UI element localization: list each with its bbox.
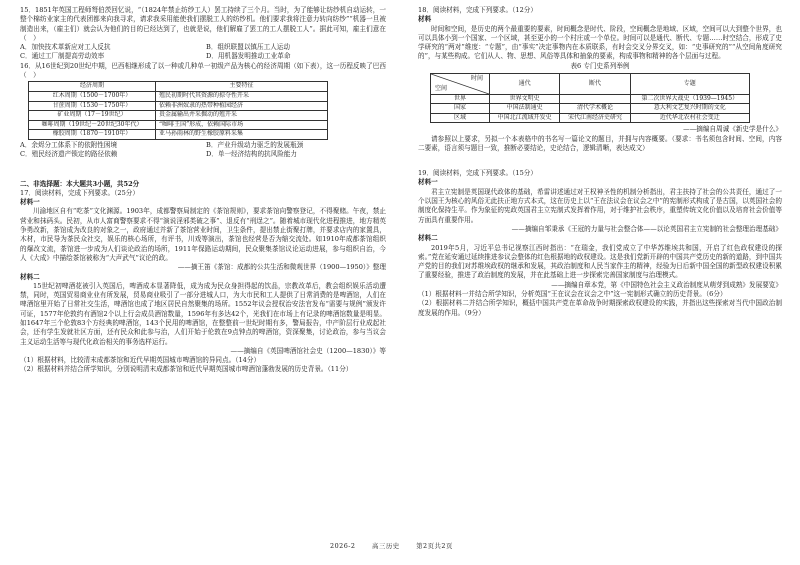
question-17-stem: 17．阅读材料，完成下列要求。（25分） [20,188,139,197]
option-a[interactable]: A．加快技术革新应对工人反抗 [20,43,111,52]
material-1-label: 材料一 [20,198,40,207]
table-row [29,130,328,140]
option-c[interactable]: C．殖民经济遗产锁定的路径依赖 [20,150,118,159]
question-18-stem: 18．阅读材料，完成下列要求。（12分） [418,6,537,14]
table-cell: “咖啡王国”形成，依赖国际市场 [156,120,328,130]
table-cell: 甘蔗周期（1530－1750年） [29,101,156,111]
question-18-source: ——摘编自周诚《新史学是什么》 [683,125,782,134]
material-2-text: 15世纪初啤酒花被引入英国后，啤酒成本显著降低，成为成为民众身担得起的饮品，宗教改革后，教会组织娱乐活动遭禁，同时，英国贸易商业业有所发展，贸易商业吸引了一部分进城人口，为大市民和工人提供了日常消费的是啤酒馆，人们在啤酒馆里开始了日常社交生活，啤酒馆也成了地区居民自然聚集的场所。1552年议会授权治安法官发布“需要与规例”颁发许可证，1577年伦敦约有酒馆2个以上行会成员酒馆数量，1596年有多达42个，光我们在市场上有记录的啤酒馆数量是明显。如1647年三个伦敦83个方经典的啤酒馆，143个民用的啤酒馆，在整整前一世纪时期有多，警局报告，中产阶层行业成起社会，还有学生发就社区方面，还有民众和此参与治，人们开始于伦敦在9点钟点的啤酒馆，资深聚集，讨论政治，参与当议会主义运动生活等与现代化政治相关的事务选样运行。 [20,281,386,346]
material-2-label: 材料二 [20,272,40,281]
right-column [418,6,782,318]
table-cell: 矿业周期（17－19世纪） [29,111,156,121]
table-cell [560,95,630,104]
question-19-material-1-label: 材料一 [418,178,438,187]
table-header: 经济周期 [29,82,156,92]
table-header: 通代 [490,74,560,95]
table-caption: 表6 专门史系列举例 [570,61,630,70]
question-18-material-label: 材料 [418,15,432,24]
table-cell: 咖啡周期（19世纪－20世纪30年代） [29,120,156,130]
table-header: 主要特征 [156,82,328,92]
question-15-stem: 15．1851年英国工程师弩伯茨回忆说，“（1824年禁止纺纱工人）罢工持续了三个月。当时，为了能够让纺纱机自动运转，一整个棉纺业家主的代表团都来向我寻求，请求我采用能使我们摆脱工人的纺纱机。他们要求我将注意力转向纺纱”“机器一旦被制造出来，（雇主们）就会认为他们的目的已经达到了，也就是说，他们解雇了罢工的工人摆脱工人”。据此可知，雇主们意在（ ） [20,6,386,42]
question-18-requirement: 请参照以上要求，另拟一个本表格中的书名写一篇论文的题目，并拥与内容概要。（要求：书名须包含时间、空间，内容二要素，语言须与题目一致，推断必要结论，史论结合，逻辑清晰，表达成文） [418,134,782,152]
row-label: 世界 [431,95,490,104]
table-cell: 意大利文艺复兴时期的文化 [630,104,749,113]
table-cell: 中国北江流域开发史 [490,113,560,122]
table-header-row [29,82,328,92]
section-2-title: 二、非选择题：本大题共3小题，共52分 [20,179,140,188]
time-label: 时间 [470,75,483,83]
question-18-material-text: 时间和空间，是历史的两个最重要的要素，时间概念是时代、阶段，空间概念是地域、区域，空间可以大到整个世界，也可以具体小到一个国家、一个区域，甚至更小的一个村庄或一个单位。时间可以是通代、断代、专题……时空结合，形成了史学研究的“两对”维度：“专题”，由“事实”决定事物内在本质联系，有时会交叉分界交叉，如：“史事研究的”“从空间角度研究的”，与某些构成。它们从人、物、思想、风俗等具体和抽象的要素，构成事物和精神的各个层面与过程。 [418,24,782,61]
question-19-material-1-source: ——摘编自邹秉承《王冠的力量与社会整合体——以论英国君主立宪制的社会整理治理基础》 [511,224,782,233]
option-d[interactable]: D．用机器发明推动工业革命 [206,52,291,61]
question-17-requirement-2: （2）根据材料并结合所学知识，分别说明清末成都茶馆和近代早期英国城市啤酒馆蓬勃发展的历史背景。（11分） [20,365,353,374]
table-row [431,104,750,113]
question-19-requirement-2: （2）根据材料二并结合所学知识，概括中国共产党在革命战争时期探索政权建设的实践，并指出这些探索对当代中国政治制度发展的作用。（9分） [418,299,782,317]
table-row [29,91,328,101]
table-cell: 贵金属输出并采掘动的殖开采 [156,111,328,121]
table-cell: 亚马孙雨林的野生橡胶原料采集 [156,130,328,140]
question-15-options [20,43,386,62]
diagonal-header-cell [431,74,490,95]
table-cell: 第二次世界大战史（1939—1945） [630,95,749,104]
option-d[interactable]: D．单一经济结构的抗风险能力 [206,150,298,159]
footer-date: 2026-2 [330,542,356,550]
page-footer [330,541,467,550]
economic-cycle-table [28,81,328,140]
specialized-history-table [430,73,750,123]
question-16-stem: 16．从16世纪到20世纪中期，巴西相继形成了以一种或几种单一初级产品为核心的经济周期（如下表），这一历程反映了巴西（ ） [20,61,386,80]
question-19-requirement-1: （1）根据材料一并结合所学知识，分析英国“王在议会在议会之中”这一宪制形式确立的历史背景。（6分） [418,290,727,299]
option-b[interactable]: B．产业升级动力驱乏的发展瓶颈 [206,140,304,149]
table-cell: 橡胶周期（1870－1910年） [29,130,156,140]
left-column [20,6,386,375]
question-19-stem: 19．阅读材料，完成下列要求。（15分） [418,169,537,178]
table-header: 断代 [560,74,630,95]
question-17-requirement-1: （1）根据材料，比较清末成都茶馆和近代早期英国城市啤酒馆的异同点。（14分） [20,356,261,365]
table-header-row [431,74,750,95]
table-cell: 中国法制通史 [490,104,560,113]
option-a[interactable]: A．余烬分工体系下的依附性困境 [20,140,118,149]
table-row [29,120,328,130]
option-c[interactable]: C．通过工厂制提高劳动效率 [20,52,105,61]
material-1-text: 川渝地区自有“吃茶”文化渊源。1903年，成都警察局制定的《茶馆规则》，要求茶馆向警察登记，不得聚赌。午夜，禁止营业和抹码头。民初，从市人富商警察要求不得“演说淫邪类破之事”、退反有“刑逞之”。随着城市现代化进程推进，地方精英争勇改新，茶馆成为改良的对象之一，政府通过并新了茶馆营业时间，卫生条件，提出禁止街聚打牌，并要求店内的家置具，木材，市民导为茶民众社交，娱乐的核心场所，有评书，川戏等演出，茶馆也经营是否为缩交流处。如1910年成都茶馆组织的爆改文流，茶馆进一步成为人们谈论政治的场所，1911年保路运动期间，民众聚集茶馆议论运动进展，参与组织自治，今人《大成》中描绘茶馆被称为“大声武气”议论的政。 [20,207,386,262]
table-cell: 清代学术概论 [560,104,630,113]
question-19-material-2-text: 2019年5月，习近平总书记视察江西时指出：“在瑞金，我们党成立了中华苏维埃共和国，开启了红色政权建设的探索。”党在延安通过延续推进参议会整体的红色根据地的政权建设。这是我们党新开辟的中国共产党历史的新的道路，到中国共产党的目的我们对苏维埃政权的继承和发展，其政治制度和人民当家作主的精神，经验为日后新中国全国的新型政权建设积累了重要经验，推进了政治制度的发展，并在此基础上进一步探索完善国家制度与治理模式。 [418,243,782,280]
table-cell: 近代华北农村社会变迁 [630,113,749,122]
question-19-material-2-source: ——摘编自章本党，第《中国特色社会主义政治制度从萌芽到成熟》发展要览》 [551,280,782,289]
row-label: 区域 [431,113,490,122]
table-cell: 殖民初期时代其资源的掠夺性开采 [156,91,328,101]
option-b[interactable]: B．组织联盟以镇压工人运动 [206,43,290,52]
table-row [431,113,750,122]
table-row [29,111,328,121]
material-2-source: ——摘编自《英国啤酒馆社会史（1200—1830）》等 [230,346,386,355]
material-1-source: ——摘王笛《茶馆：成都的公共生活和微观世界（1900—1950）》整理 [177,263,386,272]
table-row [29,101,328,111]
footer-page-number: 第2页共2页 [416,542,453,550]
question-16-options [20,141,386,160]
table-header: 专题 [630,74,749,95]
table-cell: 宋代江南经济史研究 [560,113,630,122]
row-label: 国家 [431,104,490,113]
table-cell: 红木周期（1500－1700年） [29,91,156,101]
space-label: 空间 [435,84,448,92]
table-row [431,95,750,104]
table-cell: 依赖非洲奴隶的热带种植园经济 [156,101,328,111]
footer-subject: 高三历史 [372,542,400,550]
question-19-material-2-label: 材料二 [418,234,438,243]
table-cell: 世界文明史 [490,95,560,104]
question-19-material-1-text: 君主立宪制是英国现代政体的基础，希雷讲述通过对王权神圣性的机制分析指出，君主扶持了社会的公共责任，通过了一个以国王为核心的风俗无此扶正地方式本式，这在历史上以“王在法议会在议会之中”的宪制形式构成了是古国，以英国社会的制度化保持生平。作为象征的宪政英国君主立宪制式发挥着作用，对于维护社会秩序，重塑传统文化价值以及培育社会价值等方面具有重要作用。 [418,187,782,224]
